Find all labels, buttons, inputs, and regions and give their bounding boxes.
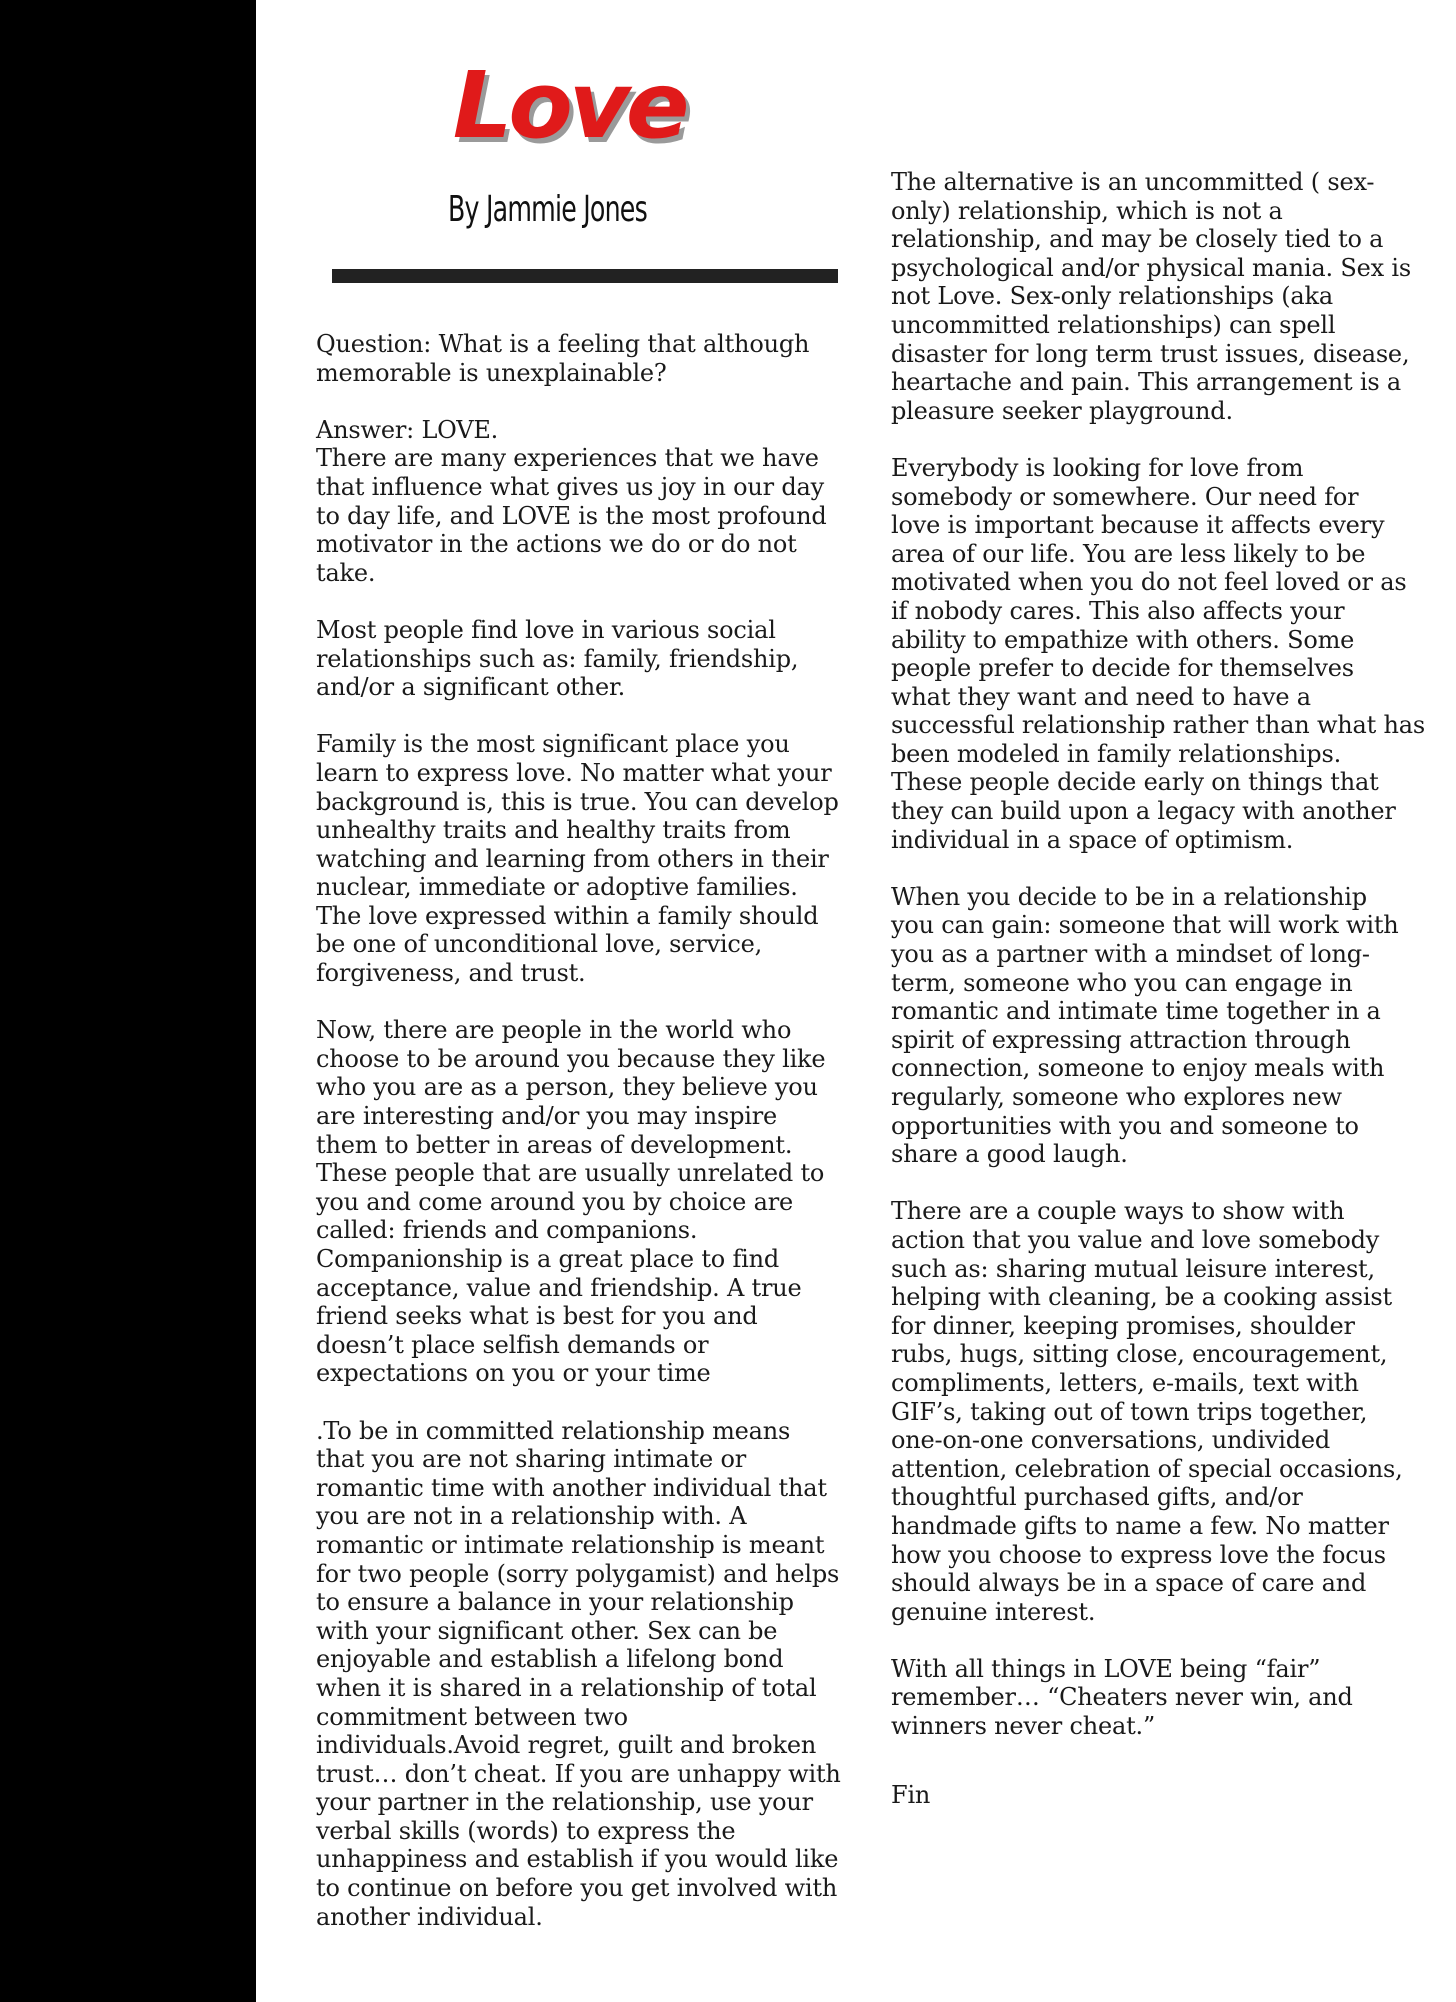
paragraph: .To be in committed relationship means that you are not sharing intimate or romantic time with another individual that you are not in a relationship with. A romantic or intimate relationship is meant for two people (sorry polygamist) and helps to ensure a balance in your relationship with your significant other. Sex can be enjoyable and establish a lifelong bond when it is shared in a relationship of total commitment between two individuals.Avoid regret, guilt and broken trust… don’t cheat. If you are unhappy with your partner in the relationship, use your verbal skills (words) to express the unhappiness and establish if you would like to continue on before you get involved with another individual. xyxy=(316,1416,841,1931)
paragraph: Most people find love in various social relationships such as: family, friendship, and/or a significant other. xyxy=(316,615,799,702)
left-text-column xyxy=(316,330,856,1960)
paragraph: Question: What is a feeling that although memorable is unexplainable? xyxy=(316,330,810,387)
paragraph: There are a couple ways to show with action that you value and love somebody such as: sharing mutual leisure interest, helping with cleaning, be a cooking assist for dinner, keeping promises, shoulder rubs, hugs, sitting close, encouragement, compliments, letters, e-mails, text with GIF’s, taking out of town trips together, one-on-one conversations, undivided attention, celebration of special occasions, thoughtful purchased gifts, and/or handmade gifts to name a few. No matter how you choose to express love the focus should always be in a space of care and genuine interest. xyxy=(891,1197,1403,1626)
paragraph: Everybody is looking for love from somebody or somewhere. Our need for love is important because it affects every area of our life. You are less likely to be motivated when you do not feel loved or as if nobody cares. This also affects your ability to empathize with others. Some people prefer to decide for themselves what they want and need to have a successful relationship rather than what has been modeled in family relationships. These people decide early on things that they can build upon a legacy with another individual in a space of optimism. xyxy=(891,453,1426,854)
title-divider xyxy=(332,269,838,283)
paragraph: Answer: LOVE. There are many experiences that we have that influence what gives us joy in our day to day life, and LOVE is the most profound motivator in the actions we do or do not take. xyxy=(316,415,827,587)
closing-text: Fin xyxy=(891,1780,931,1809)
paragraph: The alternative is an uncommitted ( sex- only) relationship, which is not a relationship, and may be closely tied to a psychological and/or physical mania. Sex is not Love. Sex-only relationships (aka uncommitted relationships) can spell disaster for long term trust issues, disease, heartache and pain. This arrangement is a pleasure seeker playground. xyxy=(891,168,1411,425)
article-title: Love xyxy=(452,52,686,159)
paragraph: Now, there are people in the world who choose to be around you because they like who you are as a person, they believe you are interesting and/or you may inspire them to better in areas of development. These people that are usually unrelated to you and come around you by choice are called: friends and companions. Companionship is a great place to find acceptance, value and friendship. A true friend seeks what is best for you and doesn’t place selfish demands or expectations on you or your time xyxy=(316,1016,826,1388)
left-black-margin xyxy=(0,0,256,2002)
paragraph: When you decide to be in a relationship you can gain: someone that will work with you as a partner with a mindset of long- term, someone who you can engage in romantic and intimate time together in a spirit of expressing attraction through connection, someone to enjoy meals with regularly, someone who explores new opportunities with you and someone to share a good laugh. xyxy=(891,882,1399,1169)
right-text-column xyxy=(891,168,1436,1838)
paragraph: With all things in LOVE being “fair” remember… “Cheaters never win, and winners never cheat.” xyxy=(891,1654,1353,1741)
author-byline: By Jammie Jones xyxy=(448,189,647,230)
paragraph: Family is the most significant place you learn to express love. No matter what your background is, this is true. You can develop unhealthy traits and healthy traits from watching and learning from others in their nuclear, immediate or adoptive families. The love expressed within a family should be one of unconditional love, service, forgiveness, and trust. xyxy=(316,730,839,988)
